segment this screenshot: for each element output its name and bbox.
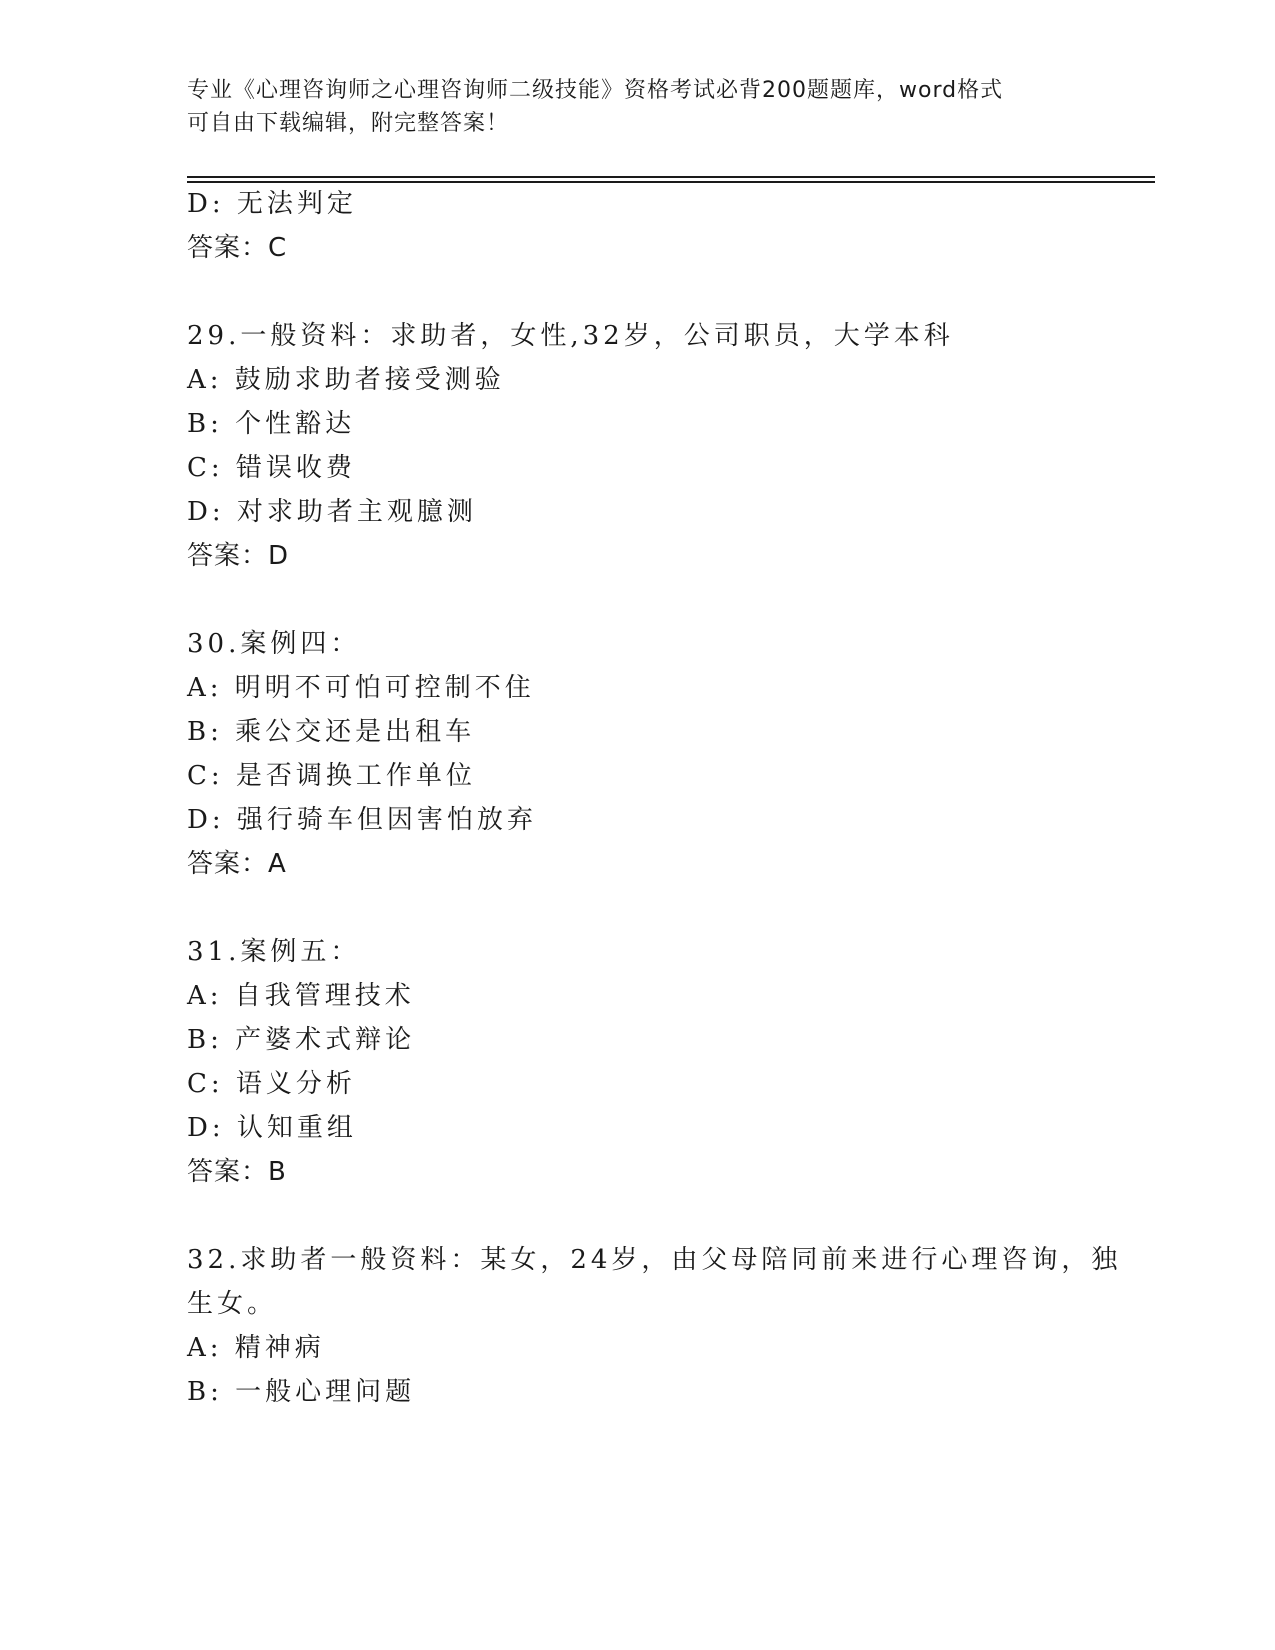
- question-31-answer: 答案：B: [187, 1157, 287, 1187]
- prev-answer: 答案：C: [187, 233, 288, 263]
- question-31-option-c: C: 语义分析: [187, 1069, 356, 1099]
- question-30-option-a: A: 明明不可怕可控制不住: [187, 673, 535, 703]
- question-32-option-b: B: 一般心理问题: [187, 1377, 416, 1407]
- question-31-stem: 31.案例五：: [187, 937, 361, 967]
- question-30-answer: 答案：A: [187, 849, 287, 879]
- question-29-answer: 答案：D: [187, 541, 290, 571]
- question-30-stem: 30.案例四：: [187, 629, 361, 659]
- header-line-1: 专业《心理咨询师之心理咨询师二级技能》资格考试必背200题题库，word格式: [187, 78, 1004, 103]
- header-line-2: 可自由下载编辑，附完整答案！: [187, 111, 510, 136]
- question-29-option-c: C: 错误收费: [187, 453, 356, 483]
- question-31-option-a: A: 自我管理技术: [187, 981, 415, 1011]
- question-29-option-a: A: 鼓励求助者接受测验: [187, 365, 505, 395]
- question-32-stem-line-2: 生女。: [187, 1289, 278, 1319]
- question-29-stem: 29.一般资料：求助者，女性,32岁，公司职员，大学本科: [187, 321, 954, 351]
- header-divider-bottom: [187, 181, 1155, 183]
- question-30-option-b: B: 乘公交还是出租车: [187, 717, 476, 747]
- question-31-option-b: B: 产婆术式辩论: [187, 1025, 416, 1055]
- question-29-option-d: D: 对求助者主观臆测: [187, 497, 477, 527]
- question-32-option-a: A: 精神病: [187, 1333, 325, 1363]
- question-30-option-d: D: 强行骑车但因害怕放弃: [187, 805, 537, 835]
- question-31-option-d: D: 认知重组: [187, 1113, 357, 1143]
- question-29-option-b: B: 个性豁达: [187, 409, 356, 439]
- header-divider-top: [187, 176, 1155, 178]
- prev-option-d: D: 无法判定: [187, 189, 357, 219]
- question-32-stem-line-1: 32.求助者一般资料：某女，24岁，由父母陪同前来进行心理咨询，独: [187, 1245, 1122, 1275]
- question-30-option-c: C: 是否调换工作单位: [187, 761, 476, 791]
- document-header: [187, 74, 1087, 140]
